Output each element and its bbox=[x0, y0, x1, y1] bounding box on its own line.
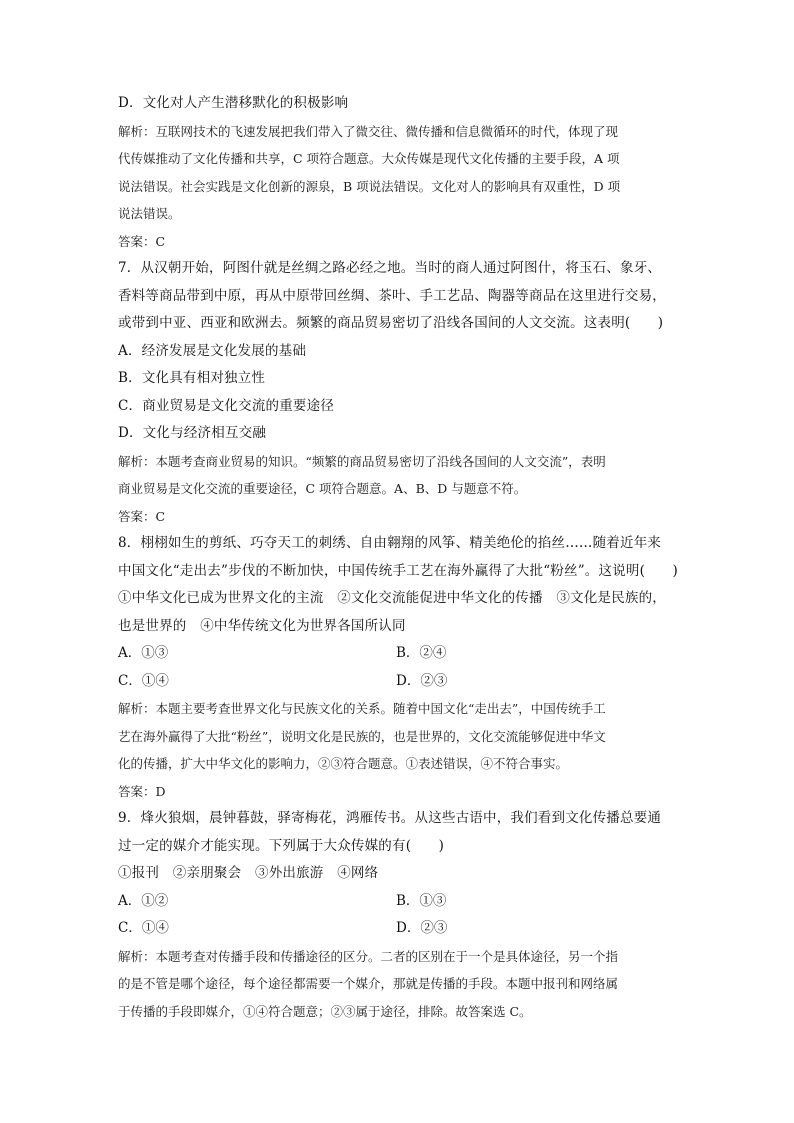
q6-analysis-line: 说法错误。社会实践是文化创新的源泉，B 项说法错误。文化对人的影响具有双重性，D 项 bbox=[118, 178, 621, 194]
q9-analysis-line: 的是不管是哪个途径，每个途径都需要一个媒介，那就是传播的手段。本题中报刊和网络属 bbox=[118, 976, 619, 991]
q8-stem-line: 中国文化“走出去”步伐的不断加快，中国传统手工艺在海外赢得了大批“粉丝”。这说明( ) bbox=[118, 562, 678, 579]
q9-option-d: D．②③ bbox=[396, 920, 448, 936]
q8-option-a: A．①③ bbox=[118, 645, 169, 661]
q7-analysis-line: 解析：本题考查商业贸易的知识。“频繁的商品贸易密切了沿线各国间的人文交流”，表明 bbox=[118, 453, 606, 469]
q9-analysis-line: 解析：本题考查对传播手段和传播途径的区分。二者的区别在于一个是具体途径，另一个指 bbox=[118, 948, 619, 964]
q8-stem-line: 8．栩栩如生的剪纸、巧夺天工的刺绣、自由翱翔的风筝、精美绝伦的掐丝……随着近年来 bbox=[118, 535, 662, 551]
q8-analysis-line: 化的传播，扩大中华文化的影响力，②③符合题意。①表述错误，④不符合事实。 bbox=[118, 756, 569, 771]
q9-stem-line: 9．烽火狼烟，晨钟暮鼓，驿寄梅花，鸿雁传书。从这些古语中，我们看到文化传播总要通 bbox=[118, 810, 662, 826]
q6-analysis-line: 解析：互联网技术的飞速发展把我们带入了微交往、微传播和信息微循环的时代，体现了现 bbox=[118, 123, 619, 139]
q8-stem-line: ①中华文化已成为世界文化的主流 ②文化交流能促进中华文化的传播 ③文化是民族的， bbox=[118, 590, 666, 606]
q9-options-row bbox=[118, 915, 680, 943]
q7-option-a: A．经济发展是文化发展的基础 bbox=[118, 342, 307, 359]
q7-answer: 答案：C bbox=[118, 508, 166, 524]
q7-analysis-line: 商业贸易是文化交流的重要途径，C 项符合题意。A、B、D 与题意不符。 bbox=[118, 481, 527, 496]
q9-options-row bbox=[118, 888, 680, 916]
q8-analysis-line: 艺在海外赢得了大批“粉丝”，说明文化是民族的，也是世界的，文化交流能够促进中华文 bbox=[118, 728, 606, 744]
q8-options-row bbox=[118, 640, 680, 668]
q7-option-b: B．文化具有相对独立性 bbox=[118, 370, 266, 386]
q9-stem-line: 过一定的媒介才能实现。下列属于大众传媒的有( ) bbox=[118, 837, 445, 854]
document-page bbox=[118, 90, 680, 1025]
q7-option-c: C．商业贸易是文化交流的重要途径 bbox=[118, 397, 335, 414]
q8-option-d: D．②③ bbox=[396, 672, 448, 689]
q8-analysis-line: 解析：本题主要考查世界文化与民族文化的关系。随着中国文化“走出去”，中国传统手工 bbox=[118, 701, 606, 716]
q6-analysis-line: 说法错误。 bbox=[118, 206, 181, 221]
q8-answer: 答案：D bbox=[118, 783, 166, 799]
q8-stem-line: 也是世界的 ④中华传统文化为世界各国所认同 bbox=[118, 617, 406, 634]
q7-stem-line: 7．从汉朝开始，阿图什就是丝绸之路必经之地。当时的商人通过阿图什，将玉石、象牙、 bbox=[118, 260, 662, 276]
q8-option-c: C．①④ bbox=[118, 672, 169, 689]
q6-answer: 答案：C bbox=[118, 233, 166, 249]
q9-stem-line: ①报刊 ②亲朋聚会 ③外出旅游 ④网络 bbox=[118, 865, 379, 881]
q8-option-b: B．②④ bbox=[396, 645, 447, 661]
q6-option-d: D．文化对人产生潜移默化的积极影响 bbox=[118, 95, 349, 111]
q9-option-b: B．①③ bbox=[396, 892, 447, 909]
q6-analysis-line: 代传媒推动了文化传播和共享，C 项符合题意。大众传媒是现代文化传播的主要手段，A 项 bbox=[118, 151, 620, 166]
q7-option-d: D．文化与经济相互交融 bbox=[118, 425, 267, 441]
q9-option-c: C．①④ bbox=[118, 920, 169, 936]
q7-stem-line: 或带到中亚、西亚和欧洲去。频繁的商品贸易密切了沿线各国间的人文交流。这表明( ) bbox=[118, 315, 664, 331]
q9-analysis-line: 于传播的手段即媒介，①④符合题意；②③属于途径，排除。故答案选 C。 bbox=[118, 1003, 532, 1019]
q8-options-row bbox=[118, 668, 680, 696]
q7-stem-line: 香料等商品带到中原，再从中原带回丝绸、茶叶、手工艺品、陶器等商品在这里进行交易， bbox=[118, 287, 666, 304]
q9-option-a: A．①② bbox=[118, 892, 169, 909]
